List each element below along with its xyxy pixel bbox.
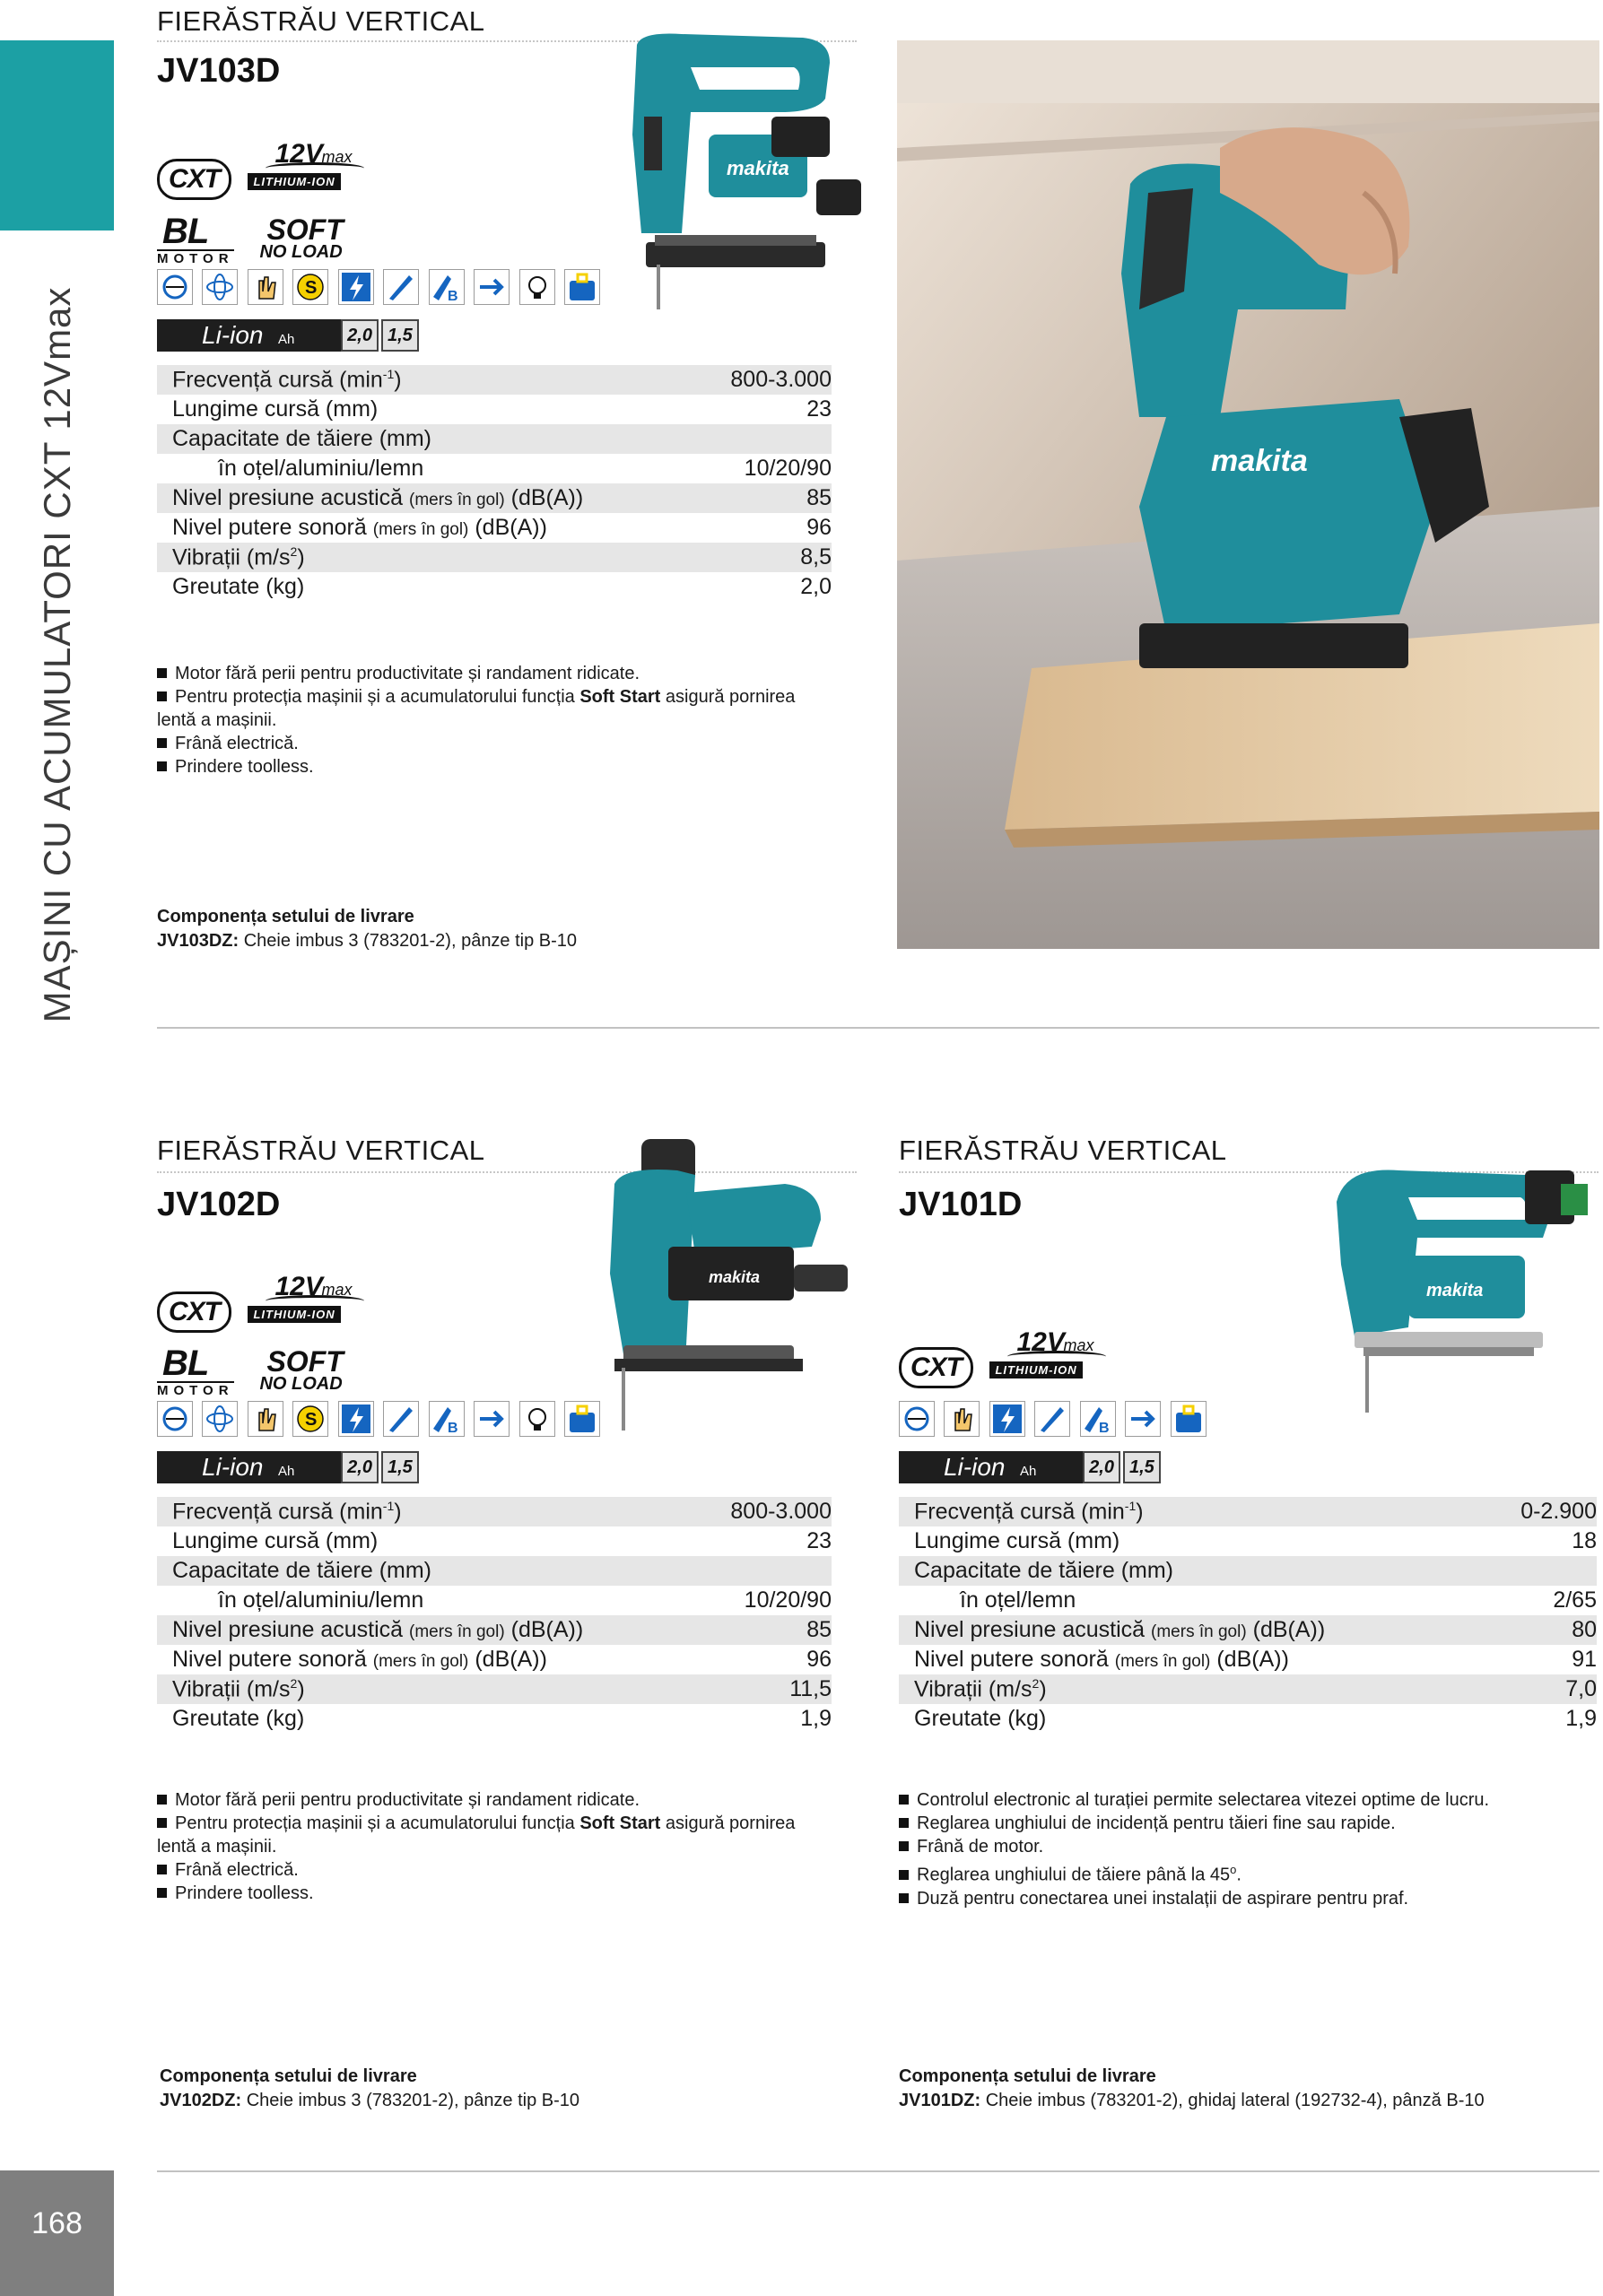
li-ion-label: Li-ion xyxy=(899,1451,1083,1483)
led-light-icon xyxy=(519,269,555,305)
li-ion-label: Li-ion xyxy=(157,319,341,352)
dust-extraction-icon xyxy=(474,1401,510,1437)
feature-item: Reglarea unghiului de tăiere până la 45$^o$. xyxy=(899,1858,1599,1887)
hand-protection-icon xyxy=(944,1401,980,1437)
feature-item: Pentru protecția mașinii și a acumulatorului funcția Soft Start asigură pornirea lentă a mașinii. xyxy=(157,1813,796,1857)
battery-capacity-bar xyxy=(157,319,419,352)
product-category: FIERĂSTRĂU VERTICAL xyxy=(157,5,485,37)
spec-row: Frecvență cursă $(\min^{-1})$ 800-3.000 xyxy=(157,1497,832,1526)
spec-row: Greutate (kg) 1,9 xyxy=(172,1706,832,1731)
badge-row xyxy=(899,1327,1111,1387)
cxt-logo: CXT xyxy=(899,1347,973,1388)
capacity-badge: 2,0 xyxy=(341,319,379,352)
spec-row: Capacitate de tăiere (mm) xyxy=(157,424,832,454)
spec-row: Nivel putere sonoră (mers în gol) (dB(A)) 91 xyxy=(914,1647,1597,1672)
svg-text:makita: makita xyxy=(1211,444,1308,478)
12v-max-logo: 12V max LITHIUM-ION xyxy=(248,139,369,193)
feature-item: Prindere toolless. xyxy=(157,755,839,778)
badge-row xyxy=(157,1344,367,1398)
tool-bag-icon xyxy=(564,1401,600,1437)
product-model: JV103D xyxy=(157,52,281,90)
sidebar-section-label: MAȘINI CU ACUMULATORI CXT 12Vmax xyxy=(35,286,78,1023)
spec-row: Greutate (kg) 1,9 xyxy=(914,1706,1597,1731)
product-category: FIERĂSTRĂU VERTICAL xyxy=(157,1135,485,1166)
spec-row: în oțel/aluminiu/lemn 10/20/90 xyxy=(218,456,832,481)
anti-vibration-icon xyxy=(202,269,238,305)
cxt-logo: CXT xyxy=(157,159,231,200)
capacity-badge: 1,5 xyxy=(381,1451,419,1483)
capacity-badge: 2,0 xyxy=(341,1451,379,1483)
product-in-use-photo xyxy=(897,40,1599,949)
feature-item: Motor fără perii pentru productivitate și randament ridicate. xyxy=(157,1788,839,1812)
svg-text:makita: makita xyxy=(727,157,789,179)
feature-list xyxy=(157,662,839,778)
section-divider xyxy=(157,1027,1599,1029)
spec-row: Capacitate de tăiere (mm) xyxy=(899,1556,1597,1586)
vibration-icon xyxy=(899,1401,935,1437)
spec-row: în oțel/aluminiu/lemn 10/20/90 xyxy=(218,1587,832,1613)
spec-table xyxy=(899,1497,1597,1734)
delivery-kit xyxy=(157,905,857,953)
electric-brake-icon xyxy=(338,269,374,305)
ah-unit: Ah xyxy=(278,319,298,352)
soft-start-icon xyxy=(292,1401,328,1437)
cxt-logo: CXT xyxy=(157,1292,231,1333)
anti-vibration-icon xyxy=(202,1401,238,1437)
section-divider xyxy=(157,2170,1599,2172)
ah-unit: Ah xyxy=(1020,1451,1040,1483)
electric-brake-icon xyxy=(989,1401,1025,1437)
soft-start-icon xyxy=(292,269,328,305)
svg-text:B: B xyxy=(447,289,458,304)
12v-max-logo: 12V max LITHIUM-ION xyxy=(248,1272,369,1326)
spec-row: Nivel presiune acustică (mers în gol) (dB(A)) 80 xyxy=(899,1615,1597,1645)
svg-text:makita: makita xyxy=(1426,1281,1484,1300)
page-number: 168 xyxy=(31,2206,83,2240)
svg-text:B: B xyxy=(447,1421,458,1436)
blade-type-b-icon xyxy=(429,269,465,305)
kit-contents: JV103DZ: Cheie imbus 3 (783201-2), pânze tip B-10 xyxy=(157,931,578,951)
led-light-icon xyxy=(519,1401,555,1437)
sidebar-accent-tab xyxy=(0,40,114,230)
capacity-badge: 1,5 xyxy=(1123,1451,1161,1483)
feature-item: Pentru protecția mașinii și a acumulatorului funcția Soft Start asigură pornirea lentă a mașinii. xyxy=(157,687,796,730)
spec-row: Frecvență cursă $(\min^{-1})$ 0-2.900 xyxy=(899,1497,1597,1526)
spec-row: Vibrații $(m/s^2)$ 7,0 xyxy=(899,1674,1597,1704)
svg-text:B: B xyxy=(1098,1421,1110,1436)
vibration-icon xyxy=(157,1401,193,1437)
kit-title: Componența setului de livrare xyxy=(899,2066,1156,2086)
badge-row xyxy=(157,212,367,266)
feature-icon-row xyxy=(157,1401,605,1442)
spec-row: Lungime cursă (mm) 23 xyxy=(172,1528,832,1553)
spec-row: Frecvență cursă $(\min^{-1})$ 800-3.000 xyxy=(157,365,832,395)
kit-contents: JV102DZ: Cheie imbus 3 (783201-2), pânze tip B-10 xyxy=(160,2091,580,2110)
bl-motor-logo: BL MOTOR xyxy=(157,212,234,266)
capacity-badge: 2,0 xyxy=(1083,1451,1120,1483)
ah-unit: Ah xyxy=(278,1451,298,1483)
feature-item: Controlul electronic al turației permite selectarea vitezei optime de lucru. xyxy=(899,1788,1599,1812)
jigsaw-jv101d-image xyxy=(1319,1148,1597,1417)
battery-capacity-bar xyxy=(899,1451,1161,1483)
dust-extraction-icon xyxy=(1125,1401,1161,1437)
electric-brake-icon xyxy=(338,1401,374,1437)
feature-icon-row xyxy=(899,1401,1212,1442)
feature-item: Reglarea unghiului de incidență pentru tăieri fine sau rapide. xyxy=(899,1812,1599,1835)
spec-row: Greutate (kg) 2,0 xyxy=(172,574,832,599)
spec-row: Vibrații $(m/s^2)$ 8,5 xyxy=(157,543,832,572)
tool-bag-icon xyxy=(1171,1401,1207,1437)
soft-no-load-logo: SOFT NO LOAD xyxy=(259,1345,344,1394)
soft-no-load-logo: SOFT NO LOAD xyxy=(259,213,344,262)
spec-row: Lungime cursă (mm) 23 xyxy=(172,396,832,422)
spec-row: Nivel putere sonoră (mers în gol) (dB(A)) 96 xyxy=(172,1647,832,1672)
bl-motor-logo: BL MOTOR xyxy=(157,1344,234,1398)
kit-title: Componența setului de livrare xyxy=(160,2066,417,2086)
delivery-kit xyxy=(899,2065,1599,2113)
feature-item: Frână electrică. xyxy=(157,732,839,755)
svg-text:S: S xyxy=(305,1410,318,1430)
product-category: FIERĂSTRĂU VERTICAL xyxy=(899,1135,1227,1166)
product-model: JV101D xyxy=(899,1186,1023,1223)
vibration-icon xyxy=(157,269,193,305)
kit-contents: JV101DZ: Cheie imbus (783201-2), ghidaj lateral (192732-4), pânză B-10 xyxy=(899,2091,1485,2110)
delivery-kit xyxy=(160,2065,859,2113)
svg-text:makita: makita xyxy=(709,1268,761,1286)
battery-capacity-bar xyxy=(157,1451,419,1483)
spec-row: Lungime cursă (mm) 18 xyxy=(914,1528,1597,1553)
feature-list xyxy=(899,1788,1599,1910)
spec-row: Vibrații $(m/s^2)$ 11,5 xyxy=(157,1674,832,1704)
product-model: JV102D xyxy=(157,1186,281,1223)
spec-row: Nivel putere sonoră (mers în gol) (dB(A)) 96 xyxy=(172,515,832,540)
feature-item: Frână de motor. xyxy=(899,1835,1599,1858)
kit-title: Componența setului de livrare xyxy=(157,907,414,926)
feature-icon-row xyxy=(157,269,605,310)
toolless-blade-icon xyxy=(1034,1401,1070,1437)
blade-type-b-icon xyxy=(429,1401,465,1437)
capacity-badge: 1,5 xyxy=(381,319,419,352)
spec-row: Nivel presiune acustică (mers în gol) (dB(A)) 85 xyxy=(157,1615,832,1645)
jigsaw-jv102d-image xyxy=(552,1139,857,1435)
hand-protection-icon xyxy=(248,269,283,305)
li-ion-label: Li-ion xyxy=(157,1451,341,1483)
badge-row xyxy=(157,139,369,198)
feature-list xyxy=(157,1788,839,1905)
toolless-blade-icon xyxy=(383,269,419,305)
feature-item: Prindere toolless. xyxy=(157,1882,839,1905)
feature-item: Duză pentru conectarea unei instalații de aspirare pentru praf. xyxy=(899,1887,1599,1910)
12v-max-logo: 12V max LITHIUM-ION xyxy=(989,1327,1111,1381)
toolless-blade-icon xyxy=(383,1401,419,1437)
tool-bag-icon xyxy=(564,269,600,305)
hand-protection-icon xyxy=(248,1401,283,1437)
feature-item: Frână electrică. xyxy=(157,1858,839,1882)
dust-extraction-icon xyxy=(474,269,510,305)
spec-table xyxy=(157,365,832,602)
spec-row: Capacitate de tăiere (mm) xyxy=(157,1556,832,1586)
blade-type-b-icon xyxy=(1080,1401,1116,1437)
jigsaw-jv103d-image xyxy=(574,27,861,314)
spec-table xyxy=(157,1497,832,1734)
feature-item: Motor fără perii pentru productivitate și randament ridicate. xyxy=(157,662,839,685)
svg-text:S: S xyxy=(305,278,318,298)
spec-row: în oțel/lemn 2/65 xyxy=(960,1587,1597,1613)
spec-row: Nivel presiune acustică (mers în gol) (dB(A)) 85 xyxy=(157,483,832,513)
badge-row xyxy=(157,1272,369,1331)
